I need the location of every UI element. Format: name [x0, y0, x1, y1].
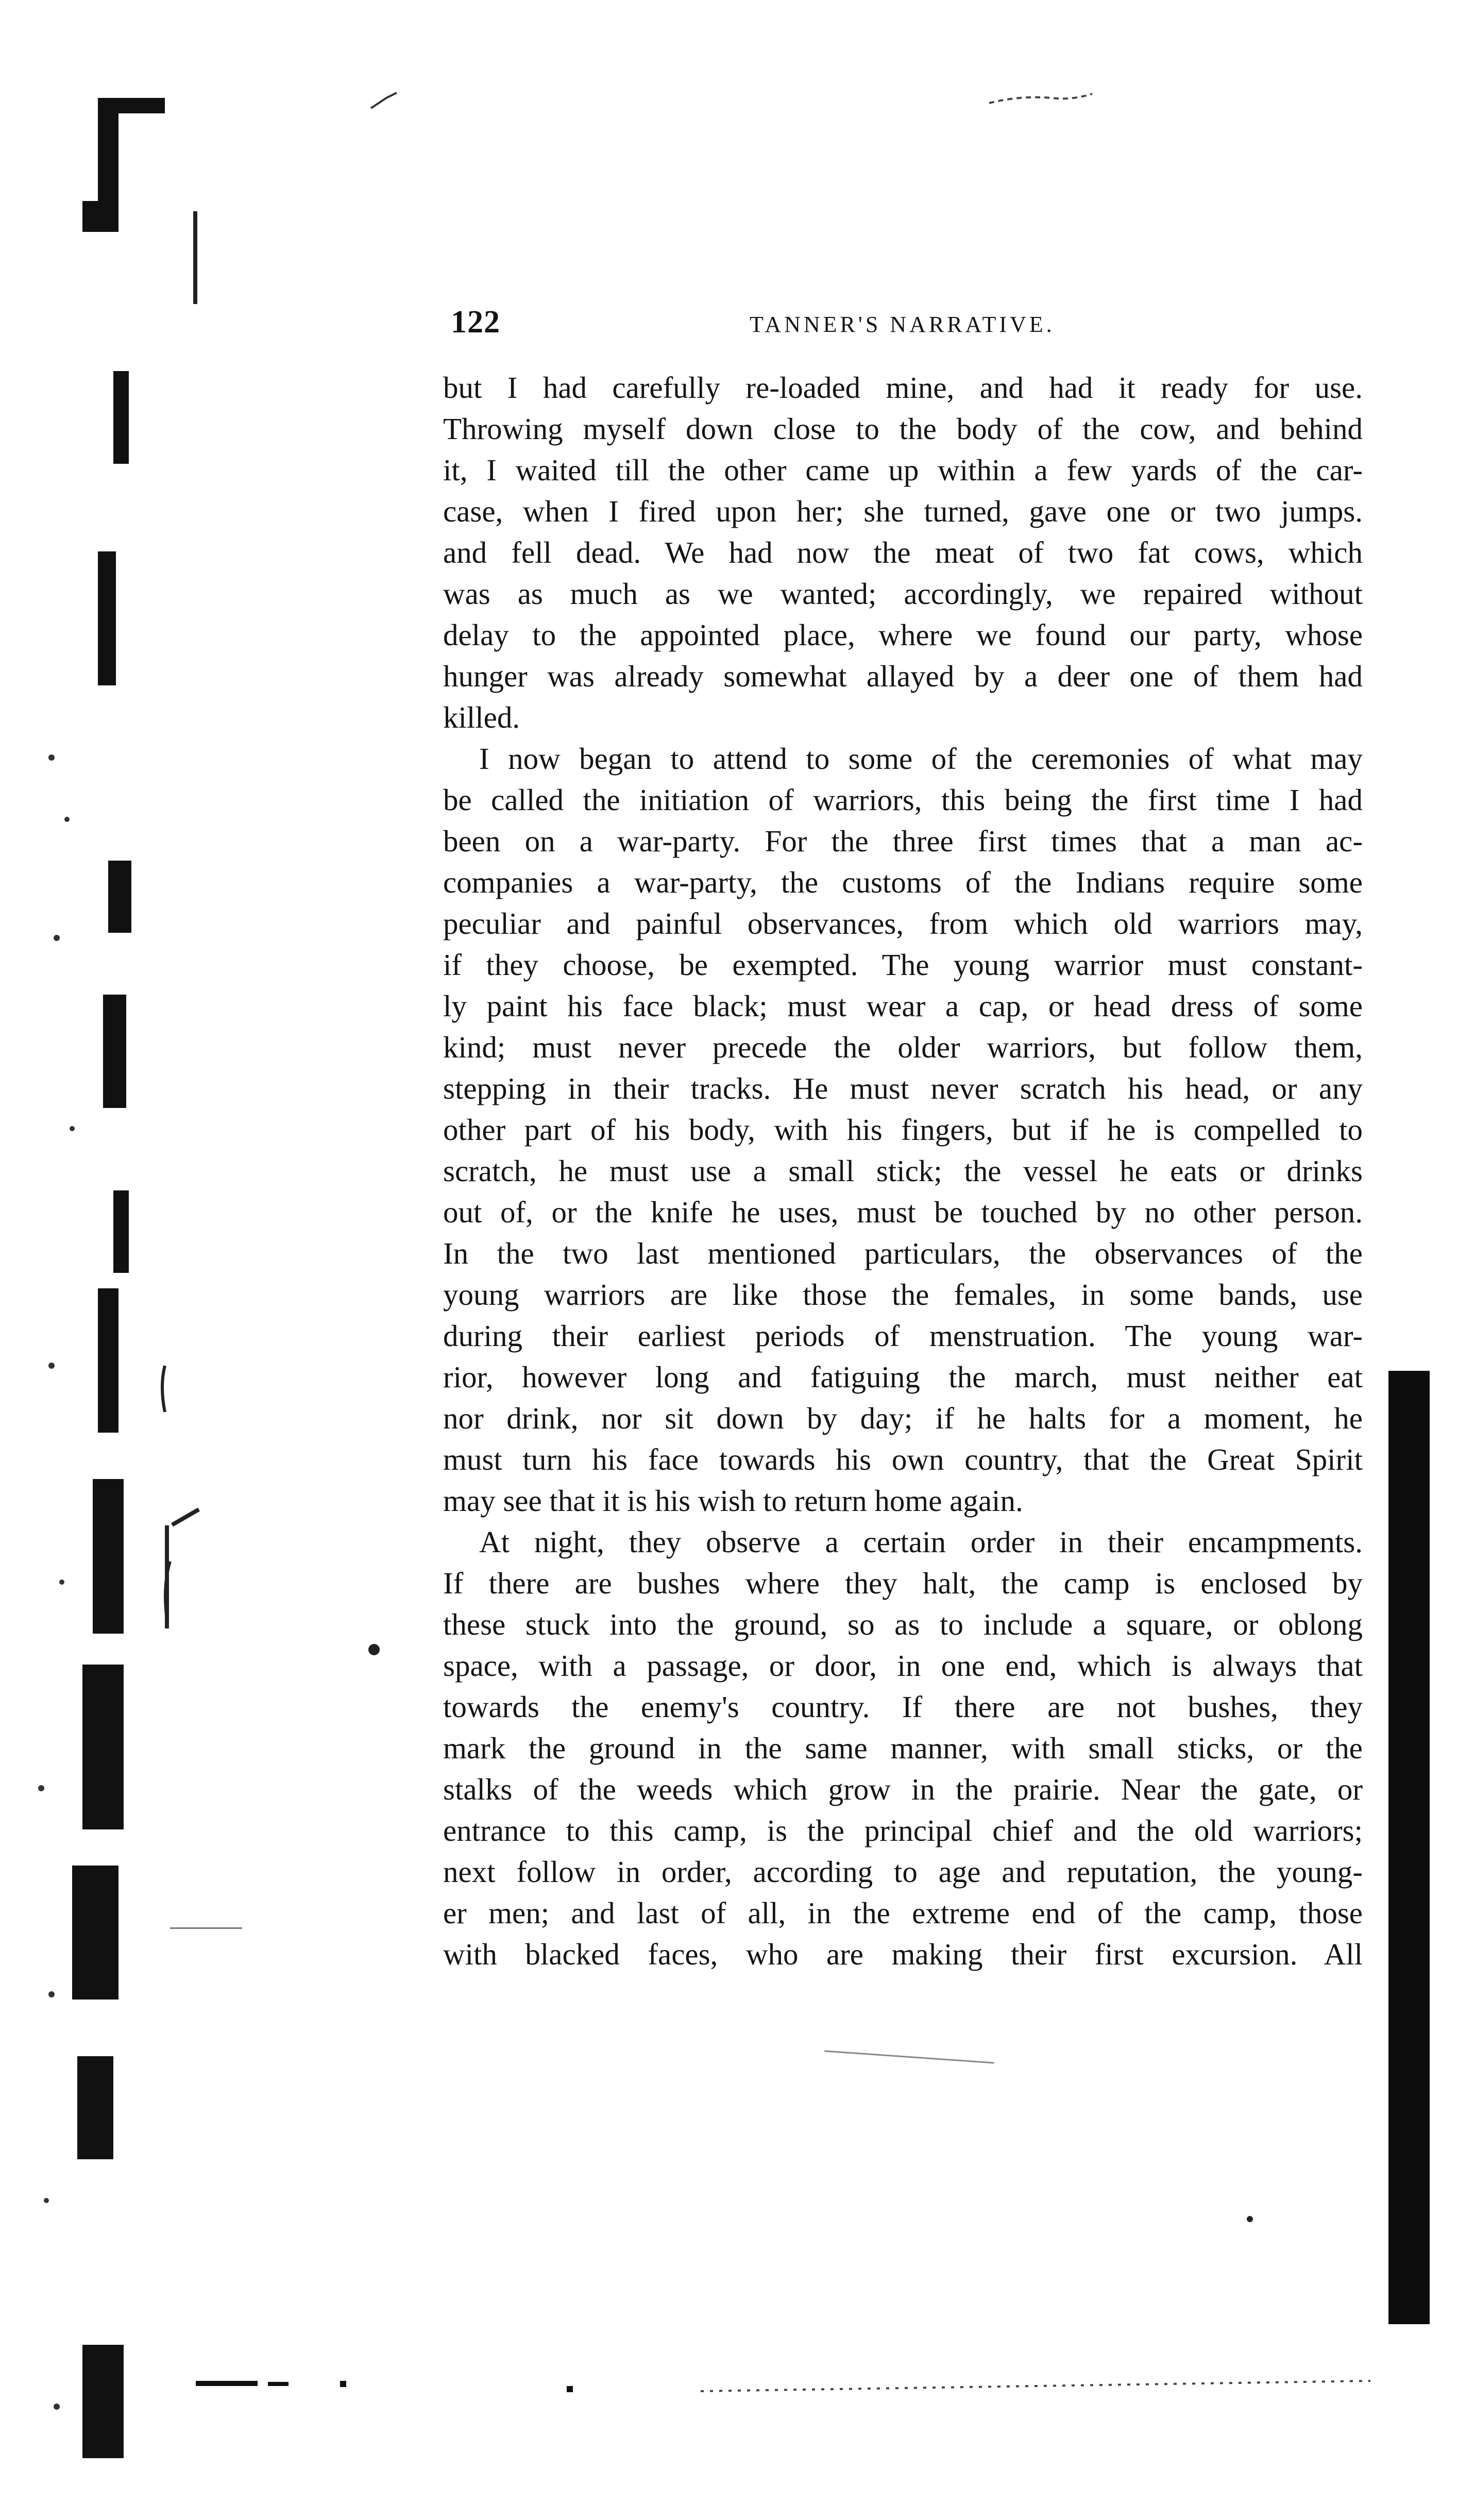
page-number: 122: [451, 305, 500, 340]
margin-mark: [171, 1508, 200, 1527]
text-line: stalks of the weeds which grow in the prairie. Near the gate, or: [443, 1772, 1363, 1806]
text-line: with blacked faces, who are making their first excursion. All: [443, 1937, 1363, 1971]
text-line: it, I waited till the other came up within a few yards of the car-: [443, 453, 1363, 487]
text-line: if they choose, be exempted. The young warrior must constant-: [443, 948, 1363, 982]
text-line: ly paint his face black; must wear a cap, or head dress of some: [443, 989, 1363, 1023]
text-line: other part of his body, with his fingers, but if he is compelled to: [443, 1113, 1363, 1147]
margin-mark: [824, 2050, 994, 2063]
margin-mark: [170, 1927, 242, 1929]
text-line: scratch, he must use a small stick; the vessel he eats or drinks: [443, 1154, 1363, 1188]
text-line: must turn his face towards his own country, that the Great Spirit: [443, 1442, 1363, 1476]
text-line: entrance to this camp, is the principal chief and the old warriors;: [443, 1813, 1363, 1847]
margin-dot: [368, 1644, 380, 1655]
text-line: killed.: [443, 700, 520, 734]
text-line: In the two last mentioned particulars, the observances of the: [443, 1236, 1363, 1270]
text-line: out of, or the knife he uses, must be touched by no other person.: [443, 1195, 1363, 1229]
text-line: been on a war-party. For the three first times that a man ac-: [443, 824, 1363, 858]
text-line: If there are bushes where they halt, the camp is enclosed by: [443, 1566, 1363, 1600]
page-header: [451, 304, 1350, 345]
text-line: towards the enemy's country. If there are not bushes, they: [443, 1690, 1363, 1724]
scan-edge-bar: [1388, 1371, 1430, 2324]
margin-mark: [165, 1525, 169, 1628]
text-line: stepping in their tracks. He must never scratch his head, or any: [443, 1071, 1363, 1105]
text-line: was as much as we wanted; accordingly, we repaired without: [443, 577, 1363, 611]
text-line: may see that it is his wish to return home again.: [443, 1484, 1023, 1518]
running-head: TANNER'S NARRATIVE.: [750, 312, 1055, 337]
text-line: hunger was already somewhat allayed by a deer one of them had: [443, 659, 1363, 693]
scan-noise-bottom: [185, 2371, 1422, 2401]
text-line: kind; must never precede the older warriors, but follow them,: [443, 1030, 1363, 1064]
text-line: these stuck into the ground, so as to include a square, or oblong: [443, 1607, 1363, 1641]
text-line: rior, however long and fatiguing the march, must neither eat: [443, 1360, 1363, 1394]
text-line: space, with a passage, or door, in one end, which is always that: [443, 1649, 1363, 1683]
text-line: but I had carefully re-loaded mine, and had it ready for use.: [443, 371, 1363, 405]
margin-dot: [1247, 2216, 1253, 2222]
text-line: and fell dead. We had now the meat of two fat cows, which: [443, 535, 1363, 569]
scan-gutter-left: [21, 88, 175, 2479]
body-text: [443, 367, 1363, 1975]
text-line: At night, they observe a certain order in their encampments.: [479, 1525, 1363, 1559]
text-line: during their earliest periods of menstruation. The young war-: [443, 1319, 1363, 1353]
scan-noise-top: [309, 72, 1340, 134]
text-line: peculiar and painful observances, from which old warriors may,: [443, 906, 1363, 940]
text-line: I now began to attend to some of the ceremonies of what may: [479, 742, 1363, 776]
text-line: companies a war-party, the customs of the Indians require some: [443, 865, 1363, 899]
margin-mark: [193, 211, 197, 304]
text-line: be called the initiation of warriors, this being the first time I had: [443, 783, 1363, 817]
text-line: delay to the appointed place, where we found our party, whose: [443, 618, 1363, 652]
text-line: mark the ground in the same manner, with small sticks, or the: [443, 1731, 1363, 1765]
text-line: Throwing myself down close to the body of the cow, and behind: [443, 412, 1363, 446]
text-line: case, when I fired upon her; she turned, gave one or two jumps.: [443, 494, 1363, 528]
text-line: er men; and last of all, in the extreme end of the camp, those: [443, 1896, 1363, 1930]
text-line: young warriors are like those the females, in some bands, use: [443, 1278, 1363, 1312]
text-line: nor drink, nor sit down by day; if he halts for a moment, he: [443, 1401, 1363, 1435]
text-line: next follow in order, according to age and reputation, the young-: [443, 1855, 1363, 1889]
